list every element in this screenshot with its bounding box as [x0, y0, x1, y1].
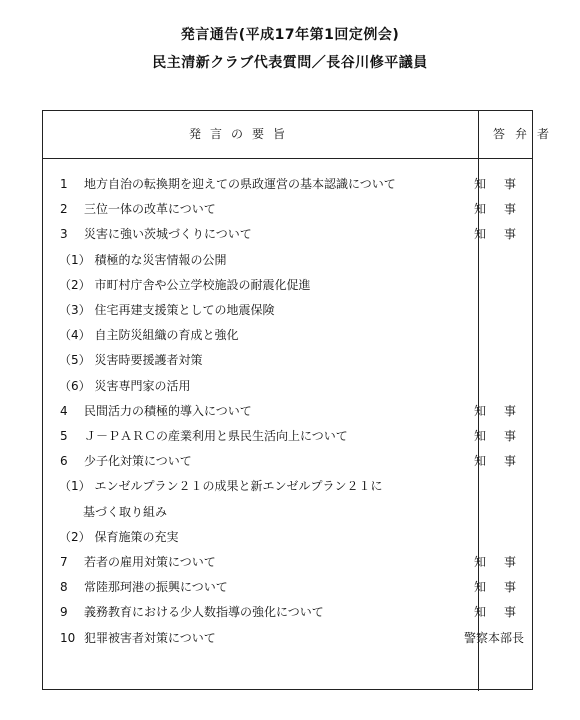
item-number: 4	[60, 403, 68, 418]
document-title: 発言通告(平成17年第1回定例会)	[180, 27, 400, 43]
item-answerer: 知事	[474, 227, 535, 242]
table-row	[43, 500, 532, 525]
table-row	[43, 449, 535, 474]
item-number: 9	[60, 605, 68, 620]
item-text: （1） エンゼルプラン２１の成果と新エンゼルプラン２１に	[59, 479, 383, 494]
item-number: 5	[60, 429, 68, 443]
table-row	[43, 298, 532, 323]
item-answerer: 知事	[474, 555, 535, 569]
item-text: （5） 災害時要援護者対策	[59, 353, 203, 368]
item-number: 8	[60, 580, 68, 595]
item-text: 民間活力の積極的導入について	[84, 403, 252, 418]
item-number: 10	[60, 630, 76, 645]
item-text: （4） 自主防災組織の育成と強化	[59, 328, 239, 343]
item-text: 少子化対策について	[84, 454, 192, 469]
item-text: 三位一体の改革について	[84, 202, 216, 217]
item-answerer: 知事	[474, 580, 535, 595]
header-divider	[43, 158, 532, 159]
item-text: Ｊ－ＰＡＲＣの産業利用と県民生活向上について	[84, 429, 348, 443]
item-answerer: 警察本部長	[463, 630, 524, 645]
table-row	[43, 172, 535, 197]
table-row	[43, 575, 535, 600]
item-answerer: 知事	[474, 403, 535, 418]
table-row	[43, 626, 532, 651]
table-row	[43, 248, 532, 273]
item-answerer: 知事	[474, 605, 535, 620]
item-text: 義務教育における少人数指導の強化について	[84, 605, 324, 620]
item-answerer: 知事	[474, 429, 535, 443]
item-text: 災害に強い茨城づくりについて	[84, 227, 252, 242]
item-text: 常陸那珂港の振興について	[84, 580, 228, 595]
column-header-answerer: 答弁者	[493, 127, 560, 141]
table-row	[43, 399, 535, 424]
table-row	[43, 424, 535, 449]
item-text: 地方自治の転換期を迎えての県政運営の基本認識について	[84, 177, 396, 191]
table-row	[43, 600, 535, 625]
item-text: 基づく取り組み	[59, 504, 168, 519]
table-row	[43, 197, 535, 222]
table-row	[43, 550, 535, 575]
speech-notice-table	[42, 110, 560, 690]
item-number: 7	[60, 555, 68, 569]
item-text: （2） 市町村庁舎や公立学校施設の耐震化促進	[59, 277, 311, 292]
table-row	[43, 374, 532, 399]
item-text: （2） 保育施策の充実	[59, 529, 179, 544]
item-number: 6	[60, 454, 68, 469]
item-number: 1	[60, 177, 68, 191]
item-text: 若者の雇用対策について	[84, 555, 216, 569]
table-row	[43, 474, 532, 499]
item-text: 犯罪被害者対策について	[84, 630, 216, 645]
item-text: （6） 災害専門家の活用	[59, 378, 191, 393]
item-answerer: 知事	[474, 454, 535, 469]
document-subtitle: 民主清新クラブ代表質問／長谷川修平議員	[152, 55, 428, 71]
table-row	[43, 222, 535, 247]
column-header-summary: 発言の要旨	[189, 127, 295, 141]
table-row	[43, 525, 532, 550]
item-answerer: 知事	[474, 202, 535, 217]
item-text: （1） 積極的な災害情報の公開	[59, 252, 227, 267]
item-text: （3） 住宅再建支援策としての地震保険	[59, 303, 275, 317]
table-row	[43, 273, 532, 298]
item-number: 3	[60, 227, 68, 242]
item-answerer: 知事	[474, 177, 535, 191]
table-row	[43, 348, 532, 373]
table-row	[43, 323, 532, 348]
item-number: 2	[60, 202, 68, 217]
